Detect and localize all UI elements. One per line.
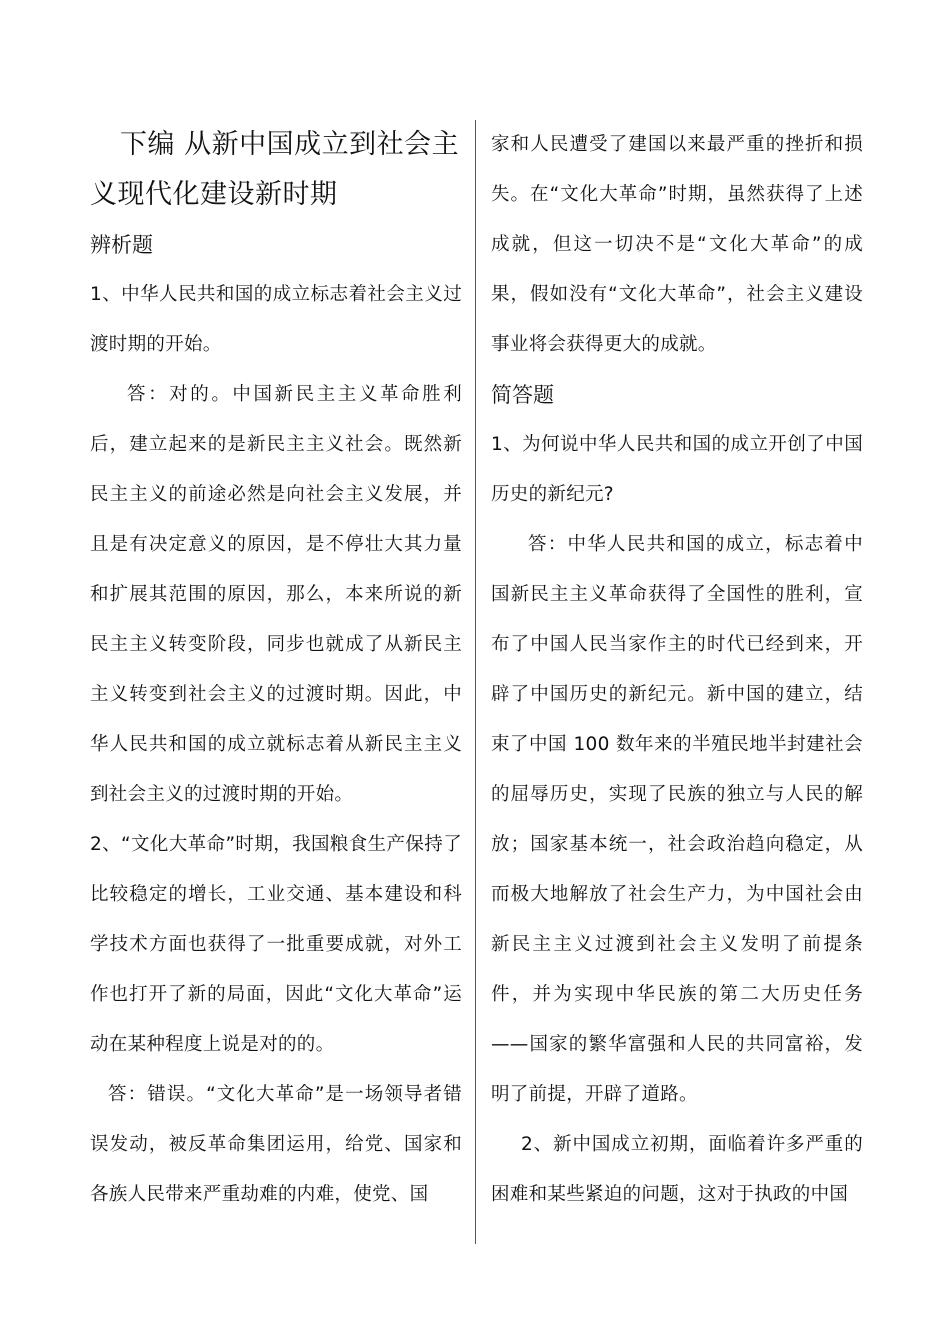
answer-2-part-2: 家和人民遭受了建国以来最严重的挫折和损失。在“文化大革命”时期，虽然获得了上述成就，但这一切决不是“文化大革命”的成果，假如没有“文化大革命”，社会主义建设事业将会获得更大的成就。: [491, 134, 863, 355]
column-divider: [475, 120, 476, 1244]
left-column: [90, 120, 462, 1220]
answer-2-part-1: 答：错误。“文化大革命”是一场领导者错误发动，被反革命集团运用，给党、国家和各族人民带来严重劫难的内难，使党、国: [90, 1084, 462, 1205]
question-2: 2、“文化大革命”时期，我国粮食生产保持了比较稳定的增长，工业交通、基本建设和科学技术方面也获得了一批重要成就，对外工作也打开了新的局面，因此“文化大革命”运动在某种程度上说是对的的。: [90, 834, 462, 1055]
answer-1: 答：对的。中国新民主主义革命胜利后，建立起来的是新民主主义社会。既然新民主主义的前途必然是向社会主义发展，并且是有决定意义的原因，是不停壮大其力量和扩展其范围的原因，那么，本来所说的新民主主义转变阶段，同步也就成了从新民主主义转变到社会主义的过渡时期。因此，中华人民共和国的成立就标志着从新民主主义到社会主义的过渡时期的开始。: [90, 384, 462, 805]
short-question-2: 2、新中国成立初期，面临着许多严重的困难和某些紧迫的问题，这对于执政的中国: [491, 1134, 863, 1205]
section-heading-discrimination: 辨析题: [90, 233, 153, 257]
section-heading-short-answer: 简答题: [491, 383, 554, 407]
chapter-title: 下编 从新中国成立到社会主义现代化建设新时期: [90, 129, 460, 210]
short-question-1: 1、为何说中华人民共和国的成立开创了中国历史的新纪元?: [491, 434, 863, 505]
short-answer-1: 答：中华人民共和国的成立，标志着中国新民主主义革命获得了全国性的胜利，宣布了中国人民当家作主的时代已经到来，开辟了中国历史的新纪元。新中国的建立，结束了中国 100 数年来的半殖民地半封建社会的屈辱历史，实现了民族的独立与人民的解放；国家基本统一，社会政治趋向稳定，从而极大地解放了社会生产力，为中国社会由新民主主义过渡到社会主义发明了前提条件，并为实现中华民族的第二大历史任务——国家的繁华富强和人民的共同富裕，发明了前提，开辟了道路。: [491, 534, 863, 1105]
question-1: 1、中华人民共和国的成立标志着社会主义过渡时期的开始。: [90, 284, 462, 355]
right-column: [491, 120, 863, 1220]
